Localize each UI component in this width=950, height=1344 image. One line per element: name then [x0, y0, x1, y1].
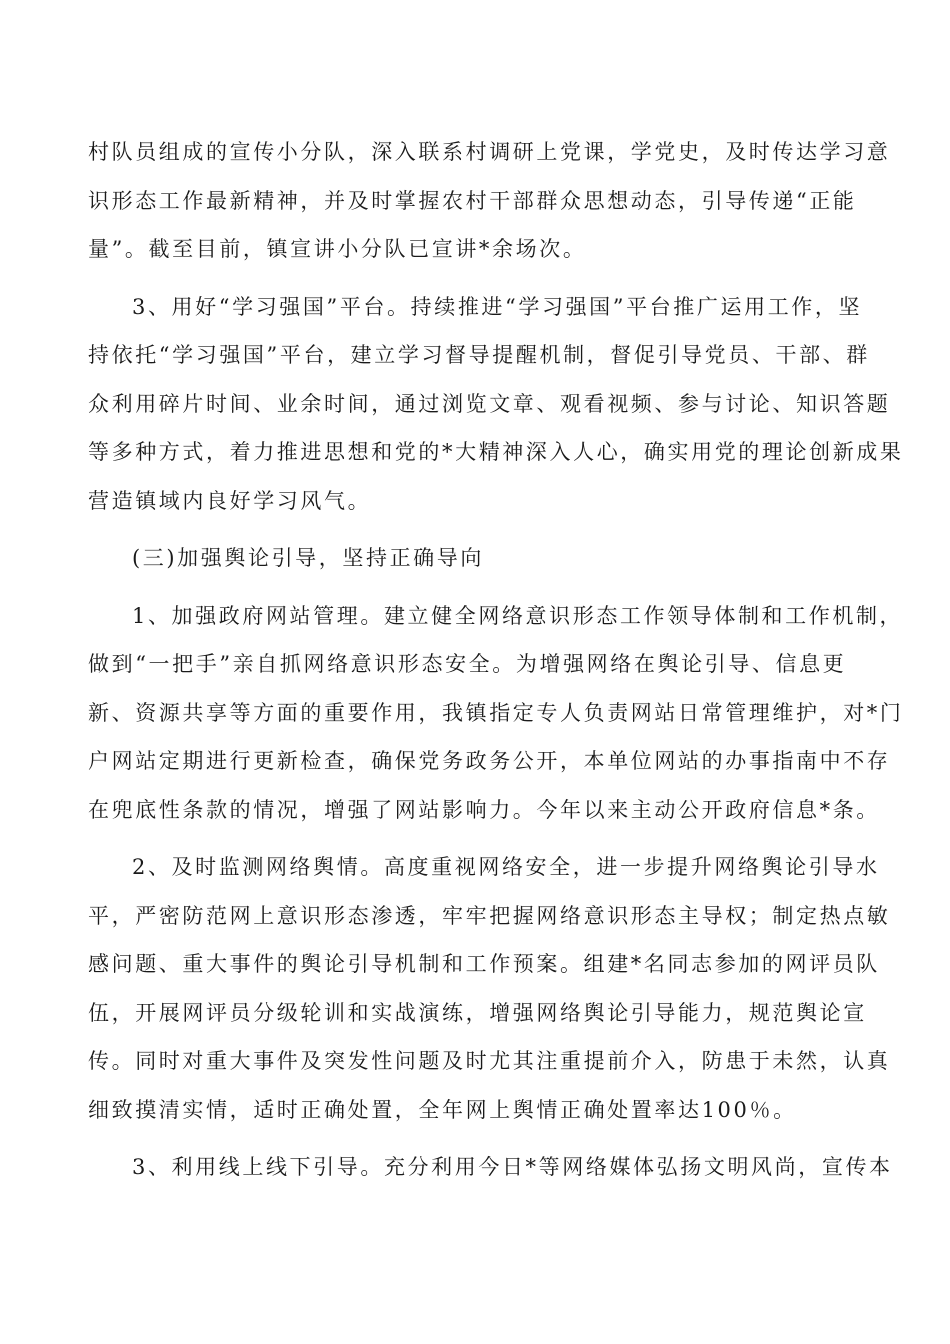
- paragraph-line: 1、加强政府网站管理。建立健全网络意识形态工作领导体制和工作机制，: [132, 603, 904, 628]
- paragraph-line: 3、利用线上线下引导。充分利用今日*等网络媒体弘扬文明风尚，宣传本: [132, 1155, 893, 1179]
- paragraph-line: 营造镇域内良好学习风气。: [88, 488, 372, 513]
- paragraph-line: 细致摸清实情，适时正确处置，全年网上舆情正确处置率达100％。: [88, 1097, 797, 1122]
- document-body: [88, 128, 904, 1192]
- paragraph-line: 村队员组成的宣传小分队，深入联系村调研上党课，学党史，及时传达学习意: [88, 140, 891, 164]
- section-heading: (三)加强舆论引导，坚持正确导向: [132, 546, 484, 570]
- paragraph-line: 等多种方式，着力推进思想和党的*大精神深入人心，确实用党的理论创新成果: [88, 440, 904, 464]
- paragraph-line: 量”。截至目前，镇宣讲小分队已宣讲*余场次。: [88, 237, 587, 261]
- paragraph-line: 众利用碎片时间、业余时间，通过浏览文章、观看视频、参与讨论、知识答题: [88, 391, 891, 416]
- paragraph-line: 户网站定期进行更新检查，确保党务政务公开，本单位网站的办事指南中不存: [88, 749, 891, 773]
- paragraph-line: 做到“一把手”亲自抓网络意识形态安全。为增强网络在舆论引导、信息更: [88, 652, 847, 676]
- paragraph-line: 伍，开展网评员分级轮训和实战演练，增强网络舆论引导能力，规范舆论宣: [88, 1000, 867, 1025]
- paragraph-line: 3、用好“学习强国”平台。持续推进“学习强国”平台推广运用工作，坚: [132, 294, 863, 319]
- paragraph-line: 新、资源共享等方面的重要作用，我镇指定专人负责网站日常管理维护，对*门: [88, 700, 904, 725]
- paragraph-line: 持依托“学习强国”平台，建立学习督导提醒机制，督促引导党员、干部、群: [88, 343, 870, 367]
- paragraph-line: 平，严密防范网上意识形态渗透，牢牢把握网络意识形态主导权；制定热点敏: [88, 903, 891, 928]
- paragraph-line: 感问题、重大事件的舆论引导机制和工作预案。组建*名同志参加的网评员队: [88, 952, 880, 976]
- paragraph-line: 在兜底性条款的情况，增强了网站影响力。今年以来主动公开政府信息*条。: [88, 797, 880, 822]
- paragraph-line: 2、及时监测网络舆情。高度重视网络安全，进一步提升网络舆论引导水: [132, 855, 880, 879]
- paragraph-line: 传。同时对重大事件及突发性问题及时尤其注重提前介入，防患于未然，认真: [88, 1049, 891, 1073]
- paragraph-line: 识形态工作最新精神，并及时掌握农村干部群众思想动态，引导传递“正能: [88, 188, 857, 213]
